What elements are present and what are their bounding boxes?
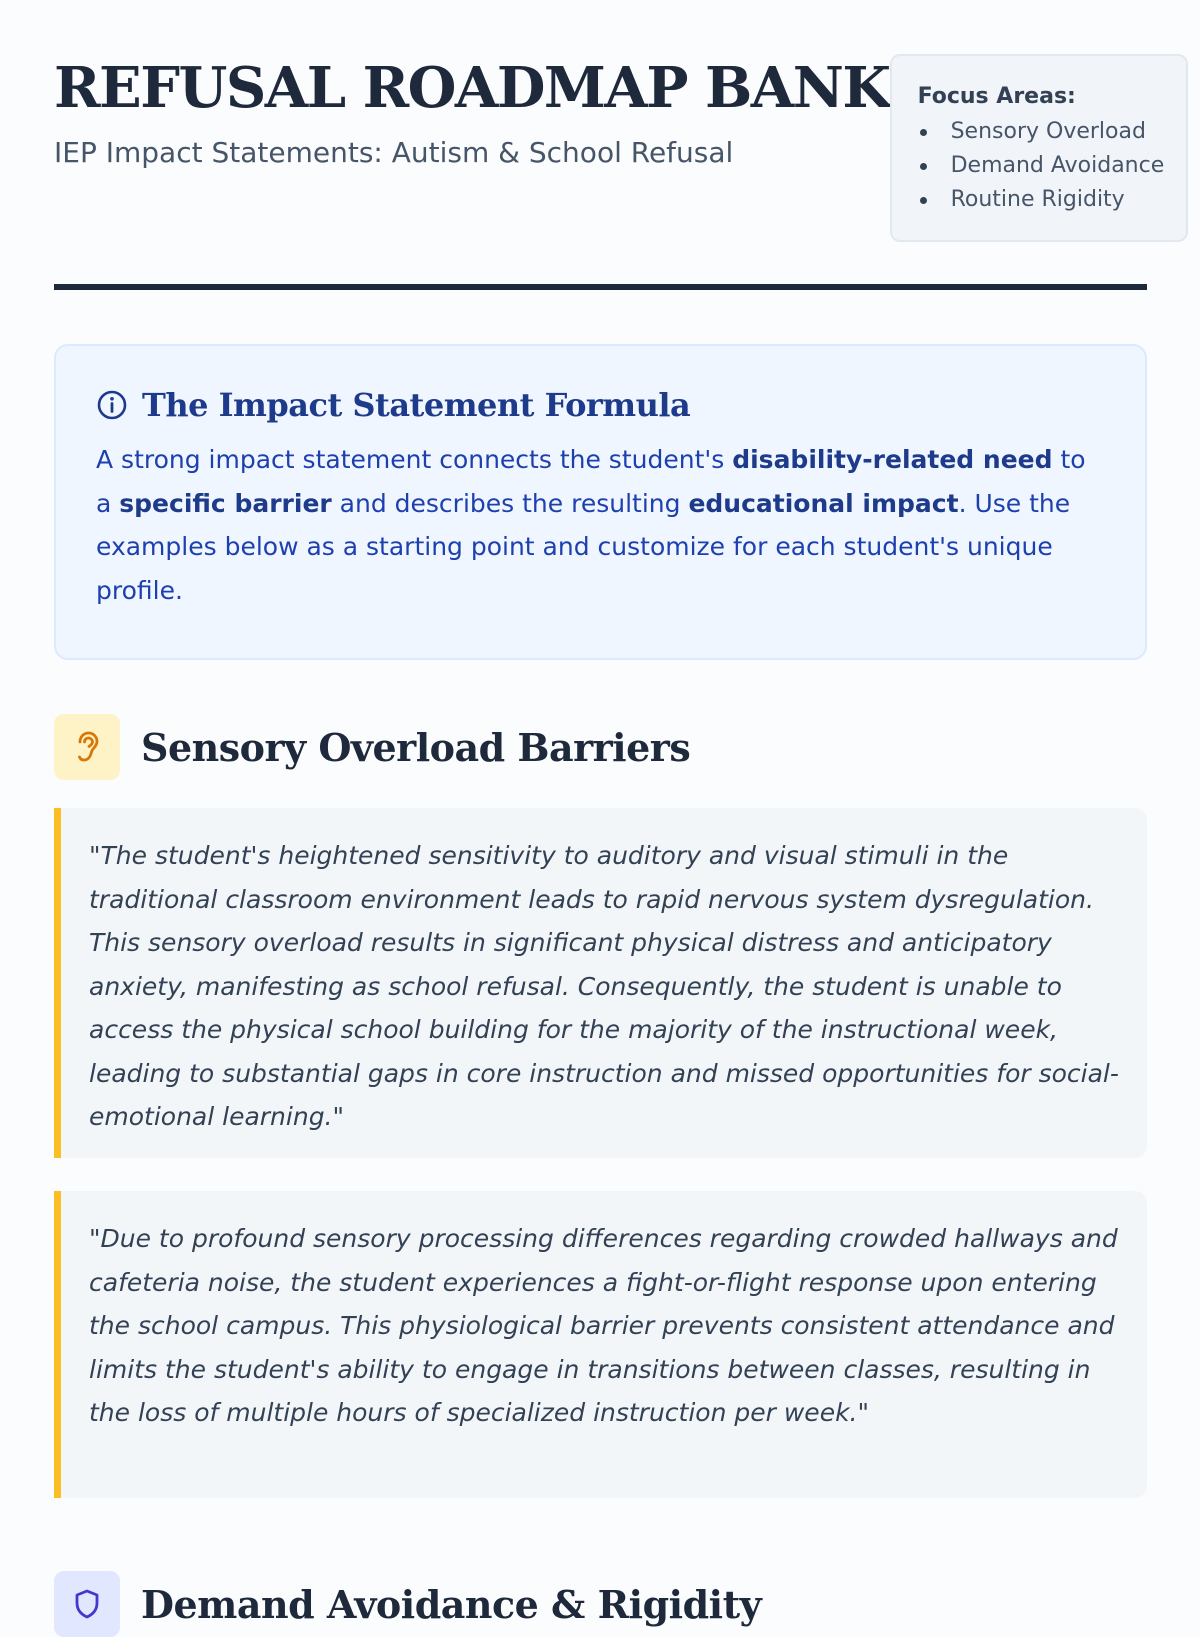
section-header-demand <box>54 1571 761 1637</box>
focus-area-item: Sensory Overload <box>918 115 1162 149</box>
title-block <box>54 54 890 169</box>
focus-areas-heading: Focus Areas: <box>917 84 1076 109</box>
impact-statement-text: "Due to profound sensory processing differences regarding crowded hallways and cafeteria noise, the student experiences a fight-or-flight response upon entering the school campus. This physiological barrier prevents consistent attendance and limits the student's ability to engage in transitions between classes, resulting in the loss of multiple hours of specialized instruction per week." <box>89 1224 1118 1427</box>
ear-icon <box>54 714 120 780</box>
section-header-sensory <box>54 714 690 780</box>
page <box>54 54 1165 1627</box>
header-divider <box>54 284 1147 290</box>
formula-key-term: educational impact <box>688 488 959 518</box>
formula-text-part: A strong impact statement connects the student's <box>96 445 733 474</box>
impact-statement-card <box>54 1191 1147 1498</box>
formula-text-part: . Use the examples below as a starting point and customize for each student's unique profile. <box>96 488 1071 605</box>
impact-statement-text: "The student's heightened sensitivity to auditory and visual stimuli in the traditional classroom environment leads to rapid nervous system dysregulation. This sensory overload results in significant physical distress and anticipatory anxiety, manifesting as school refusal. Consequently, the student is unable to access the physical school building for the majority of the instructional week, leading to substantial gaps in core instruction and missed opportunities for social-emotional learning." <box>89 841 1119 1131</box>
section-title: Sensory Overload Barriers <box>141 724 691 770</box>
formula-key-term: disability-related need <box>732 445 1053 474</box>
formula-box <box>54 344 1147 660</box>
formula-description <box>96 438 1105 612</box>
focus-areas-list <box>918 115 1165 217</box>
formula-text-part: to a <box>96 445 1086 518</box>
focus-area-item: Demand Avoidance <box>918 149 1162 183</box>
formula-text-part: and describes the resulting <box>331 488 689 518</box>
page-title: REFUSAL ROADMAP BANK <box>54 55 890 121</box>
info-icon <box>96 389 128 421</box>
section-title: Demand Avoidance & Rigidity <box>141 1581 762 1627</box>
formula-header <box>96 386 1105 424</box>
focus-area-item: Routine Rigidity <box>918 183 1162 217</box>
header <box>54 54 1165 244</box>
page-subtitle: IEP Impact Statements: Autism & School Refusal <box>54 136 734 169</box>
shield-icon <box>54 1571 120 1637</box>
formula-key-term: specific barrier <box>119 488 332 518</box>
focus-areas-box <box>890 54 1188 242</box>
formula-title: The Impact Statement Formula <box>142 386 691 424</box>
impact-statement-card <box>54 808 1147 1158</box>
